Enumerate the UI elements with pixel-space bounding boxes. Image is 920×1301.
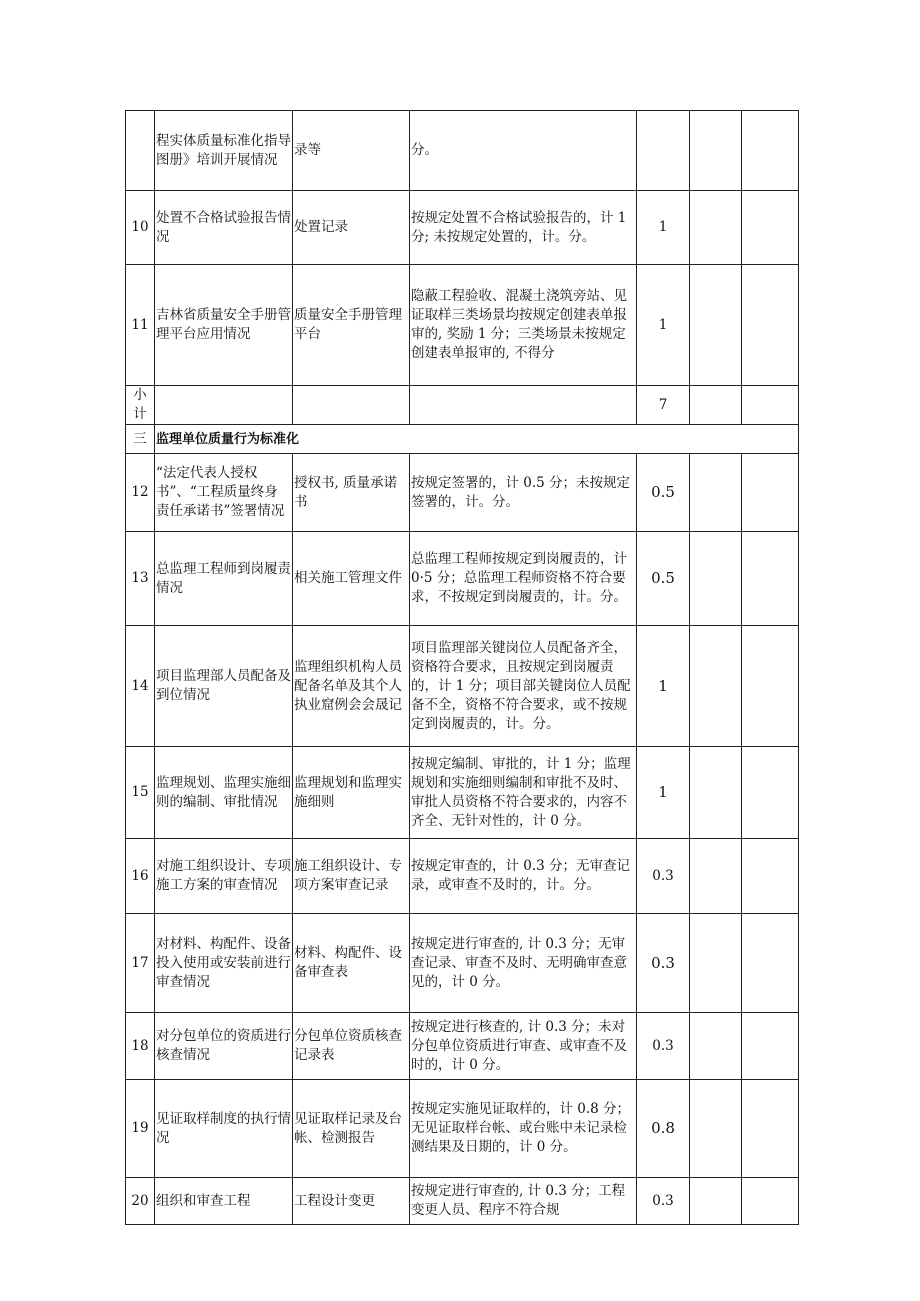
table-row [126, 111, 799, 191]
score: 1 [637, 747, 690, 839]
row-number: 18 [126, 1013, 155, 1080]
blank-cell [742, 191, 799, 265]
row-number: 13 [126, 532, 155, 626]
table-row [126, 1080, 799, 1178]
check-item: 吉林省质量安全手册管理平台应用情况 [155, 265, 293, 386]
score: 0.5 [637, 454, 690, 532]
blank-cell [742, 1013, 799, 1080]
score: 0.3 [637, 839, 690, 914]
blank-cell [690, 191, 742, 265]
blank-cell [690, 111, 742, 191]
row-number: 12 [126, 454, 155, 532]
score: 0.5 [637, 532, 690, 626]
row-number: 20 [126, 1178, 155, 1225]
scoring-criteria: 按规定进行审查的, 计 0.3 分；无审查记录、审查不及时、无明确审查意见的，计 0 分。 [410, 914, 637, 1013]
check-item: 见证取样制度的执行情况 [155, 1080, 293, 1178]
check-item: 对材料、构配件、设备投入使用或安装前进行审查情况 [155, 914, 293, 1013]
blank-cell [742, 839, 799, 914]
blank-cell [742, 532, 799, 626]
table-row [126, 839, 799, 914]
check-basis: 施工组织设计、专项方案审查记录 [293, 839, 410, 914]
scoring-criteria: 项目监理部关键岗位人员配备齐全，资格符合要求，且按规定到岗履责的，计 1 分；项目部关键岗位人员配备不全，资格不符合要求，或不按规定到岗履责的，计。分。 [410, 626, 637, 747]
table-row [126, 914, 799, 1013]
check-item: 对分包单位的资质进行核查情况 [155, 1013, 293, 1080]
score: 0.3 [637, 914, 690, 1013]
section-title: 监理单位质量行为标准化 [155, 425, 799, 454]
subtotal-label: 小计 [126, 386, 155, 425]
blank-cell [690, 839, 742, 914]
score: 0.3 [637, 1178, 690, 1225]
scoring-criteria: 按规定审查的，计 0.3 分；无审查记录，或审查不及时的，计。分。 [410, 839, 637, 914]
row-number: 10 [126, 191, 155, 265]
scoring-criteria: 隐蔽工程验收、混凝土浇筑旁站、见证取样三类场景均按规定创建表单报审的, 奖励 1 分；三类场景未按规定创建表单报审的, 不得分 [410, 265, 637, 386]
check-basis: 见证取样记录及台帐、检测报告 [293, 1080, 410, 1178]
check-basis: 相关施工管理文件 [293, 532, 410, 626]
blank-cell [690, 265, 742, 386]
check-item: 监理规划、监理实施细则的编制、审批情况 [155, 747, 293, 839]
scoring-criteria: 按规定处置不合格试验报告的，计 1 分; 未按规定处置的，计。分。 [410, 191, 637, 265]
check-basis: 授权书, 质量承诺书 [293, 454, 410, 532]
check-basis: 录等 [293, 111, 410, 191]
score: 0.8 [637, 1080, 690, 1178]
check-item: 组织和审查工程 [155, 1178, 293, 1225]
row-number: 19 [126, 1080, 155, 1178]
row-number: 14 [126, 626, 155, 747]
blank-cell [742, 1080, 799, 1178]
blank-cell [690, 626, 742, 747]
score: 1 [637, 191, 690, 265]
table-row [126, 454, 799, 532]
section-header-row [126, 425, 799, 454]
table-row [126, 191, 799, 265]
blank-cell [742, 914, 799, 1013]
check-item: 处置不合格试验报告情况 [155, 191, 293, 265]
check-basis: 材料、构配件、设备审查表 [293, 914, 410, 1013]
blank-cell [742, 747, 799, 839]
table-row [126, 1013, 799, 1080]
table-row [126, 747, 799, 839]
scoring-criteria: 按规定签署的，计 0.5 分；未按规定签署的，计。分。 [410, 454, 637, 532]
section-number: 三 [126, 425, 155, 454]
check-basis: 分包单位资质核查记录表 [293, 1013, 410, 1080]
table-row [126, 1178, 799, 1225]
check-basis: 监理组织机构人员配备名单及其个人执业窟例会会晟记 [293, 626, 410, 747]
check-item: “法定代表人授权书”、“工程质量终身责任承诺书”签署情况 [155, 454, 293, 532]
blank-cell [690, 1013, 742, 1080]
blank-cell [690, 454, 742, 532]
blank-cell [690, 386, 742, 425]
check-basis: 监理规划和监理实施细则 [293, 747, 410, 839]
blank-cell [742, 626, 799, 747]
check-item: 程实体质量标准化指导图册》培训开展情况 [155, 111, 293, 191]
subtotal-row [126, 386, 799, 425]
check-basis: 工程设计变更 [293, 1178, 410, 1225]
row-number: 11 [126, 265, 155, 386]
blank-cell [293, 386, 410, 425]
scoring-criteria: 总监理工程师按规定到岗履责的，计 0·5 分；总监理工程师资格不符合要求，不按规定到岗履责的，计。分。 [410, 532, 637, 626]
blank-cell [742, 111, 799, 191]
check-item: 对施工组织设计、专项施工方案的审查情况 [155, 839, 293, 914]
blank-cell [155, 386, 293, 425]
row-number: 16 [126, 839, 155, 914]
scoring-criteria: 分。 [410, 111, 637, 191]
row-number [126, 111, 155, 191]
check-basis: 处置记录 [293, 191, 410, 265]
table-row [126, 265, 799, 386]
scoring-criteria: 按规定进行审查的, 计 0.3 分；工程变更人员、程序不符合规 [410, 1178, 637, 1225]
scoring-criteria: 按规定进行核查的, 计 0.3 分；未对分包单位资质进行审查、或审查不及时的，计 0 分。 [410, 1013, 637, 1080]
blank-cell [742, 265, 799, 386]
blank-cell [690, 532, 742, 626]
subtotal-score: 7 [637, 386, 690, 425]
blank-cell [690, 1178, 742, 1225]
blank-cell [690, 1080, 742, 1178]
scoring-criteria: 按规定编制、审批的，计 1 分；监理规划和实施细则编制和审批不及时、审批人员资格不符合要求的，内容不齐全、无针对性的，计 0 分。 [410, 747, 637, 839]
blank-cell [742, 1178, 799, 1225]
blank-cell [690, 914, 742, 1013]
score: 1 [637, 626, 690, 747]
score [637, 111, 690, 191]
check-basis: 质量安全手册管理平台 [293, 265, 410, 386]
check-item: 项目监理部人员配备及到位情况 [155, 626, 293, 747]
blank-cell [742, 386, 799, 425]
row-number: 15 [126, 747, 155, 839]
check-item: 总监理工程师到岗履责情况 [155, 532, 293, 626]
blank-cell [742, 454, 799, 532]
score: 0.3 [637, 1013, 690, 1080]
table-row [126, 626, 799, 747]
scoring-criteria: 按规定实施见证取样的，计 0.8 分；无见证取样台帐、或台账中未记录检测结果及日期的，计 0 分。 [410, 1080, 637, 1178]
row-number: 17 [126, 914, 155, 1013]
score: 1 [637, 265, 690, 386]
table-row [126, 532, 799, 626]
blank-cell [690, 747, 742, 839]
blank-cell [410, 386, 637, 425]
evaluation-table [125, 110, 799, 1225]
